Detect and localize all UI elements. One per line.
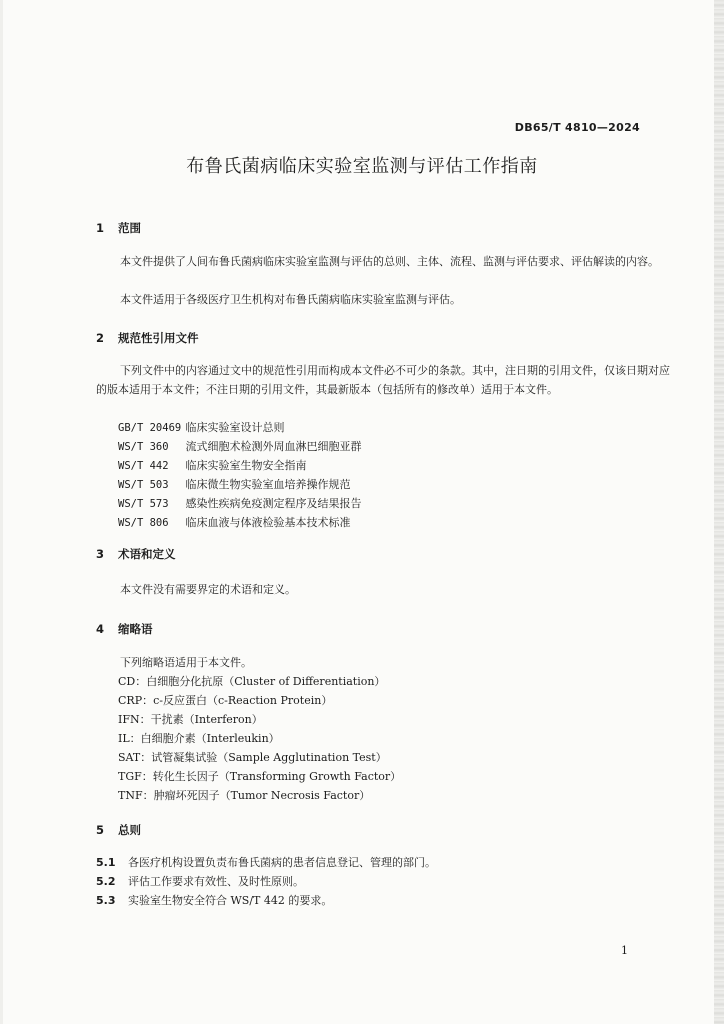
section-2-intro: 下列文件中的内容通过文中的规范性引用而构成本文件必不可少的条款。其中，注日期的引用文件，仅该日期对应的版本适用于本文件；不注日期的引用文件，其最新版本（包括所有的修改单）适用于本文件。	[96, 364, 670, 396]
abbreviation-item: CD：白细胞分化抗原（Cluster of Differentiation）	[118, 675, 386, 688]
section-number: 5	[96, 823, 105, 837]
section-4-heading	[96, 621, 153, 637]
section-3-paragraph: 本文件没有需要界定的术语和定义。	[120, 583, 296, 596]
section-4-intro: 下列缩略语适用于本文件。	[120, 656, 252, 669]
abbreviation-item: SAT：试管凝集试验（Sample Agglutination Test）	[118, 751, 387, 764]
abbreviation-item: TNF：肿瘤坏死因子（Tumor Necrosis Factor）	[118, 789, 371, 802]
section-5-heading	[96, 822, 141, 838]
section-title: 规范性引用文件	[118, 331, 199, 345]
clause-list	[96, 853, 436, 910]
reference-list	[118, 418, 362, 532]
section-1-paragraph-2: 本文件适用于各级医疗卫生机构对布鲁氏菌病临床实验室监测与评估。	[120, 293, 461, 306]
section-number: 1	[96, 221, 105, 235]
abbreviation-list	[118, 672, 401, 805]
clause-item: 5.3 实验室生物安全符合 WS/T 442 的要求。	[96, 894, 333, 907]
reference-item: WS/T 806 临床血液与体液检验基本技术标准	[118, 516, 351, 529]
abbreviation-item: CRP：c-反应蛋白（c-Reaction Protein）	[118, 694, 333, 707]
reference-item: WS/T 360 流式细胞术检测外周血淋巴细胞亚群	[118, 440, 362, 453]
abbreviation-item: IL：白细胞介素（Interleukin）	[118, 732, 280, 745]
section-title: 术语和定义	[118, 547, 176, 561]
section-number: 2	[96, 331, 105, 345]
abbreviation-item: TGF：转化生长因子（Transforming Growth Factor）	[118, 770, 402, 783]
document-code: DB65/T 4810—2024	[514, 121, 640, 134]
reference-item: WS/T 503 临床微生物实验室血培养操作规范	[118, 478, 351, 491]
abbreviation-item: IFN：干扰素（Interferon）	[118, 713, 263, 726]
document-title: 布鲁氏菌病临床实验室监测与评估工作指南	[186, 156, 538, 177]
section-title: 缩略语	[118, 622, 153, 636]
section-number: 4	[96, 622, 105, 636]
section-2-heading	[96, 330, 199, 346]
section-1-paragraph-1: 本文件提供了人间布鲁氏菌病临床实验室监测与评估的总则、主体、流程、监测与评估要求、评估解读的内容。	[120, 255, 659, 268]
clause-item: 5.1 各医疗机构设置负责布鲁氏菌病的患者信息登记、管理的部门。	[96, 856, 436, 869]
section-title: 范围	[118, 221, 142, 235]
section-number: 3	[96, 547, 105, 561]
section-3-heading	[96, 546, 176, 562]
section-1-heading	[96, 220, 141, 236]
page-number: 1	[621, 944, 628, 957]
reference-item: WS/T 442 临床实验室生物安全指南	[118, 459, 307, 472]
section-title: 总则	[118, 823, 142, 837]
reference-item: WS/T 573 感染性疾病免疫测定程序及结果报告	[118, 497, 362, 510]
clause-item: 5.2 评估工作要求有效性、及时性原则。	[96, 875, 304, 888]
reference-item: GB/T 20469 临床实验室设计总则	[118, 421, 285, 434]
